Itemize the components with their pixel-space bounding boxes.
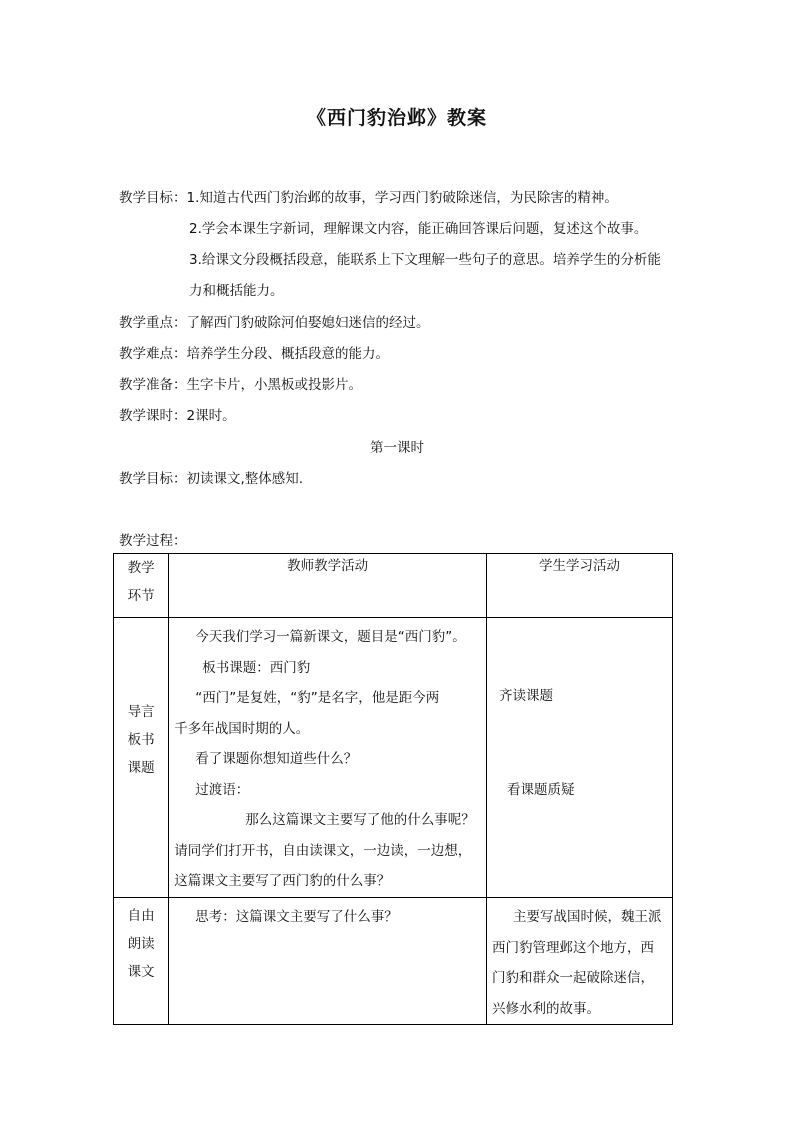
session-title: 第一课时: [370, 440, 424, 456]
row1-stage-line-1: 导言: [127, 704, 155, 720]
table-header-row: [114, 554, 673, 618]
preparation: 教学准备：生字卡片，小黑板或投影片。: [119, 377, 362, 393]
lesson-process-table: [113, 553, 673, 1025]
row1-teacher-line-7: 那么这篇课文主要写了他的什么事呢？: [245, 812, 475, 828]
row2-teacher-line-1: 思考：这篇课文主要写了什么事？: [195, 909, 398, 925]
row2-student-line-4: 兴修水利的故事。: [491, 1000, 600, 1017]
row1-teacher-line-3: “西门”是复姓，“豹”是名字，他是距今两: [195, 690, 440, 706]
row1-teacher-line-9: 这篇课文主要写了西门豹的什么事？: [174, 873, 391, 889]
difficulty: 教学难点：培养学生分段、概括段意的能力。: [119, 346, 389, 362]
row1-teacher-line-8: 请同学们打开书，自由读课文，一边读，一边想，: [174, 842, 472, 859]
objective-item-1: 1.知道古代西门豹治邺的故事，学习西门豹破除迷信，为民除害的精神。: [186, 190, 618, 206]
header-student: 学生学习活动: [486, 554, 672, 618]
header-stage-line-2: 环节: [127, 588, 155, 604]
objective-line-1: [119, 186, 618, 206]
row1-teacher-line-1: 今天我们学习一篇新课文，题目是“西门豹”。: [195, 629, 466, 645]
row1-student-line-1: 齐读课题: [498, 688, 553, 704]
row1-teacher-line-4: 千多年战国时期的人。: [174, 720, 310, 737]
objective-item-2: 2.学会本课生字新词，理解课文内容，能正确回答课后问题，复述这个故事。: [189, 221, 648, 237]
class-hours: 教学课时：2课时。: [119, 408, 236, 424]
row1-teacher-line-2: 板书课题：西门豹: [202, 659, 311, 676]
row2-stage: [114, 898, 169, 1025]
objective-item-3-continued: 力和概括能力。: [189, 283, 284, 299]
row2-stage-line-3: 课文: [127, 964, 155, 980]
row1-student-activity: [486, 618, 672, 898]
row2-teacher-activity: [169, 898, 487, 1025]
row1-stage: [114, 618, 169, 898]
document-title: 《西门豹治邺》教案: [306, 107, 487, 129]
row2-student-line-3: 门豹和群众一起破除迷信，: [491, 970, 654, 986]
process-label: 教学过程：: [119, 533, 187, 549]
header-stage-line-1: 教学: [127, 560, 155, 576]
table-row: [114, 898, 673, 1025]
row1-stage-line-2: 板书: [127, 732, 155, 748]
objective-item-3: 3.给课文分段概括段意，能联系上下文理解一些句子的意思。培养学生的分析能: [189, 252, 661, 268]
table-row: [114, 618, 673, 898]
row1-student-line-2: 看课题质疑: [506, 782, 575, 798]
session-objective: 教学目标：初读课文,整体感知.: [119, 471, 304, 487]
objective-label: 教学目标：: [119, 190, 187, 206]
header-teacher: 教师教学活动: [169, 554, 487, 618]
row1-stage-line-3: 课题: [127, 760, 155, 776]
key-point: 教学重点：了解西门豹破除河伯娶媳妇迷信的经过。: [119, 315, 430, 331]
header-stage: [114, 554, 169, 618]
row2-stage-line-2: 朗读: [127, 936, 155, 952]
row1-teacher-line-6: 过渡语：: [195, 781, 250, 798]
row2-student-activity: [486, 898, 672, 1025]
row1-teacher-line-5: 看了课题你想知道些什么？: [195, 751, 358, 767]
row2-stage-line-1: 自由: [127, 908, 155, 924]
row2-student-line-1: 主要写战国时候，魏王派: [512, 909, 662, 925]
row2-student-line-2: 西门豹管理邺这个地方，西: [491, 939, 654, 956]
row1-teacher-activity: [169, 618, 487, 898]
